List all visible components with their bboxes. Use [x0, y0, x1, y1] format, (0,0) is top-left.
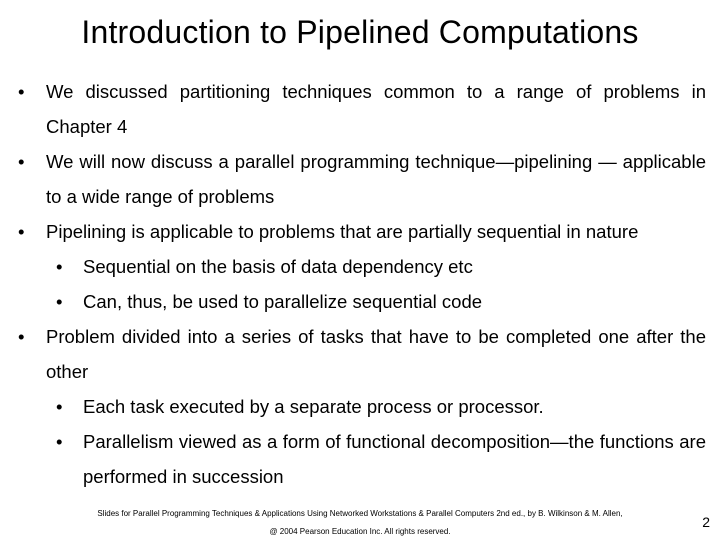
footer-credit: Slides for Parallel Programming Techniques & Applications Using Networked Workstations & Parallel Computers 2nd ed., by B. Wilkinson & M. Allen,: [97, 509, 623, 518]
page-number: 2: [702, 514, 710, 530]
bullet-item: [18, 214, 706, 249]
sub-bullet-item: [18, 284, 706, 319]
bullet-text: Parallelism viewed as a form of functional decomposition—the functions are performed in succession: [83, 431, 706, 487]
bullet-mark: •: [18, 81, 25, 102]
bullet-mark: •: [56, 256, 63, 277]
sub-bullet-item: [18, 249, 706, 284]
slide-title: Introduction to Pipelined Computations: [81, 14, 639, 50]
sub-bullet-item: [18, 389, 706, 424]
bullet-list: [18, 74, 706, 494]
bullet-text: Sequential on the basis of data dependency etc: [83, 256, 473, 277]
bullet-mark: •: [56, 291, 63, 312]
bullet-item: [18, 74, 706, 144]
bullet-mark: •: [56, 431, 63, 452]
footer-copyright: @ 2004 Pearson Education Inc. All rights reserved.: [269, 527, 451, 536]
bullet-mark: •: [18, 326, 25, 347]
bullet-text: Problem divided into a series of tasks that have to be completed one after the other: [46, 326, 706, 382]
bullet-item: [18, 144, 706, 214]
bullet-mark: •: [56, 396, 63, 417]
bullet-text: We discussed partitioning techniques common to a range of problems in Chapter 4: [46, 81, 706, 137]
bullet-text: Pipelining is applicable to problems that are partially sequential in nature: [46, 221, 639, 242]
bullet-text: Can, thus, be used to parallelize sequential code: [83, 291, 483, 312]
sub-bullet-item: [18, 424, 706, 494]
bullet-mark: •: [18, 151, 25, 172]
bullet-text: Each task executed by a separate process or processor.: [83, 396, 544, 417]
bullet-mark: •: [18, 221, 25, 242]
bullet-text: We will now discuss a parallel programming technique—pipelining — applicable to a wide range of problems: [46, 151, 706, 207]
bullet-item: [18, 319, 706, 389]
